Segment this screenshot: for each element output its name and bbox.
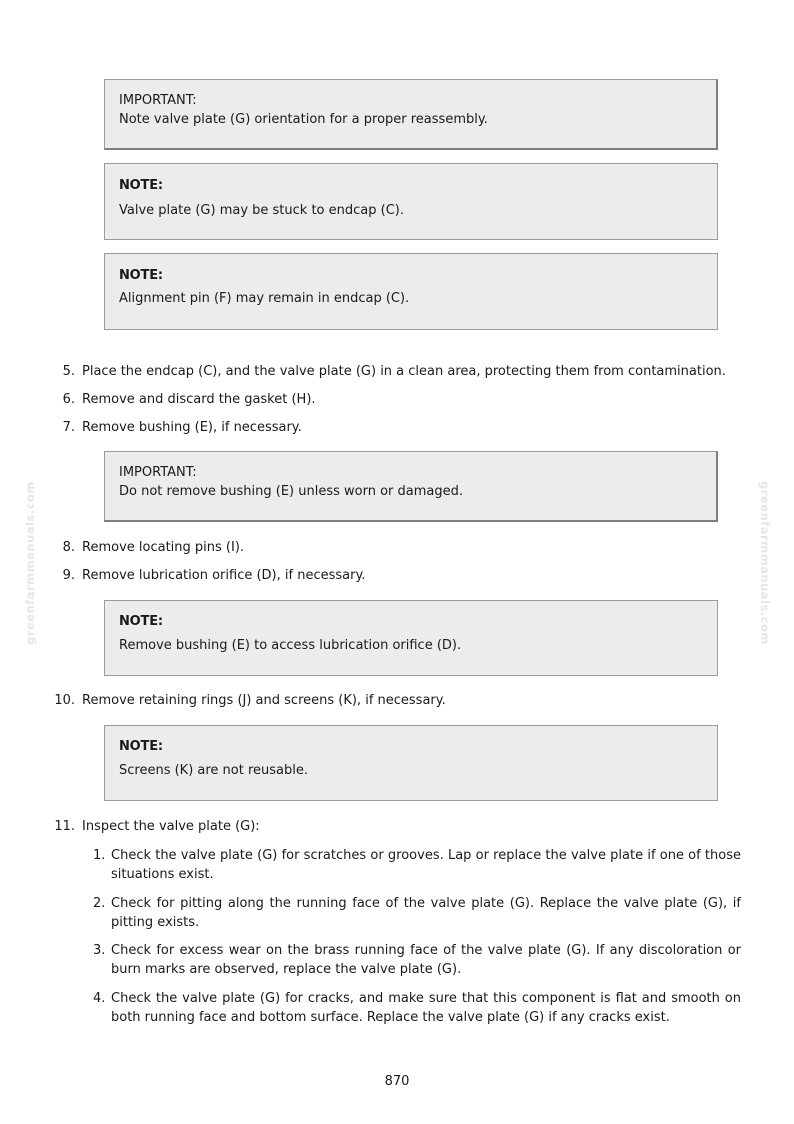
list-item-number: 11. xyxy=(54,819,75,834)
list-item-text: Place the endcap (C), and the valve plate (G) in a clean area, protecting them from contamination. xyxy=(82,364,726,379)
sub-list-item xyxy=(93,989,741,1027)
sub-list-item-text: Check the valve plate (G) for scratches or grooves. Lap or replace the valve plate if one of those situations exist. xyxy=(111,848,741,882)
list-item-number: 6. xyxy=(62,392,75,407)
list-item-number: 9. xyxy=(62,568,75,583)
note-title: NOTE: xyxy=(119,178,163,193)
list-item xyxy=(62,420,302,435)
list-item-text: Remove bushing (E), if necessary. xyxy=(82,420,302,435)
list-item-number: 10. xyxy=(54,693,75,708)
sub-list-item-text: Check the valve plate (G) for cracks, and make sure that this component is flat and smooth on both running face and bottom surface. Replace the valve plate (G) if any cracks exist. xyxy=(111,991,741,1025)
list-item xyxy=(54,819,260,834)
list-item-text: Remove retaining rings (J) and screens (K), if necessary. xyxy=(82,693,446,708)
note-title: NOTE: xyxy=(119,614,163,629)
list-item-text: Inspect the valve plate (G): xyxy=(82,819,260,834)
sub-list-item-number: 4. xyxy=(93,991,106,1006)
note-box xyxy=(104,600,718,676)
list-item xyxy=(54,693,446,708)
sub-list-item xyxy=(93,941,741,979)
note-box xyxy=(104,725,718,801)
list-item-number: 5. xyxy=(62,364,75,379)
list-item xyxy=(62,364,726,379)
note-title: NOTE: xyxy=(119,268,163,283)
list-item-text: Remove and discard the gasket (H). xyxy=(82,392,316,407)
list-item-text: Remove lubrication orifice (D), if necessary. xyxy=(82,568,366,583)
important-text: Note valve plate (G) orientation for a proper reassembly. xyxy=(119,112,488,127)
note-text: Remove bushing (E) to access lubrication orifice (D). xyxy=(119,638,462,653)
note-title: NOTE: xyxy=(119,739,163,754)
sub-list-item-text: Check for excess wear on the brass running face of the valve plate (G). If any discoloration or burn marks are observed, replace the valve plate (G). xyxy=(111,943,741,977)
important-box xyxy=(104,451,718,522)
note-box xyxy=(104,163,718,240)
list-item xyxy=(62,568,366,583)
list-item xyxy=(62,392,316,407)
list-item-number: 8. xyxy=(62,540,75,555)
note-text: Screens (K) are not reusable. xyxy=(119,763,309,778)
note-text: Valve plate (G) may be stuck to endcap (C). xyxy=(119,203,404,218)
list-item-text: Remove locating pins (I). xyxy=(82,540,245,555)
sub-list-item xyxy=(93,894,741,932)
list-item-number: 7. xyxy=(62,420,75,435)
important-title: IMPORTANT: xyxy=(119,93,197,108)
watermark-right: greenfarmmanuals.com xyxy=(758,481,772,645)
important-text: Do not remove bushing (E) unless worn or damaged. xyxy=(119,484,463,499)
sub-list-item xyxy=(93,846,741,884)
list-item xyxy=(62,540,245,555)
important-title: IMPORTANT: xyxy=(119,465,197,480)
note-text: Alignment pin (F) may remain in endcap (C). xyxy=(119,291,410,306)
important-box xyxy=(104,79,718,150)
sub-list-item-number: 3. xyxy=(93,943,106,958)
sub-list-item-text: Check for pitting along the running face of the valve plate (G). Replace the valve plate (G), if pitting exists. xyxy=(111,896,741,930)
sub-list-item-number: 1. xyxy=(93,848,106,863)
watermark-left: greenfarmmanuals.com xyxy=(23,481,37,645)
sub-list-item-number: 2. xyxy=(93,896,106,911)
page-number: 870 xyxy=(384,1074,410,1089)
note-box xyxy=(104,253,718,330)
